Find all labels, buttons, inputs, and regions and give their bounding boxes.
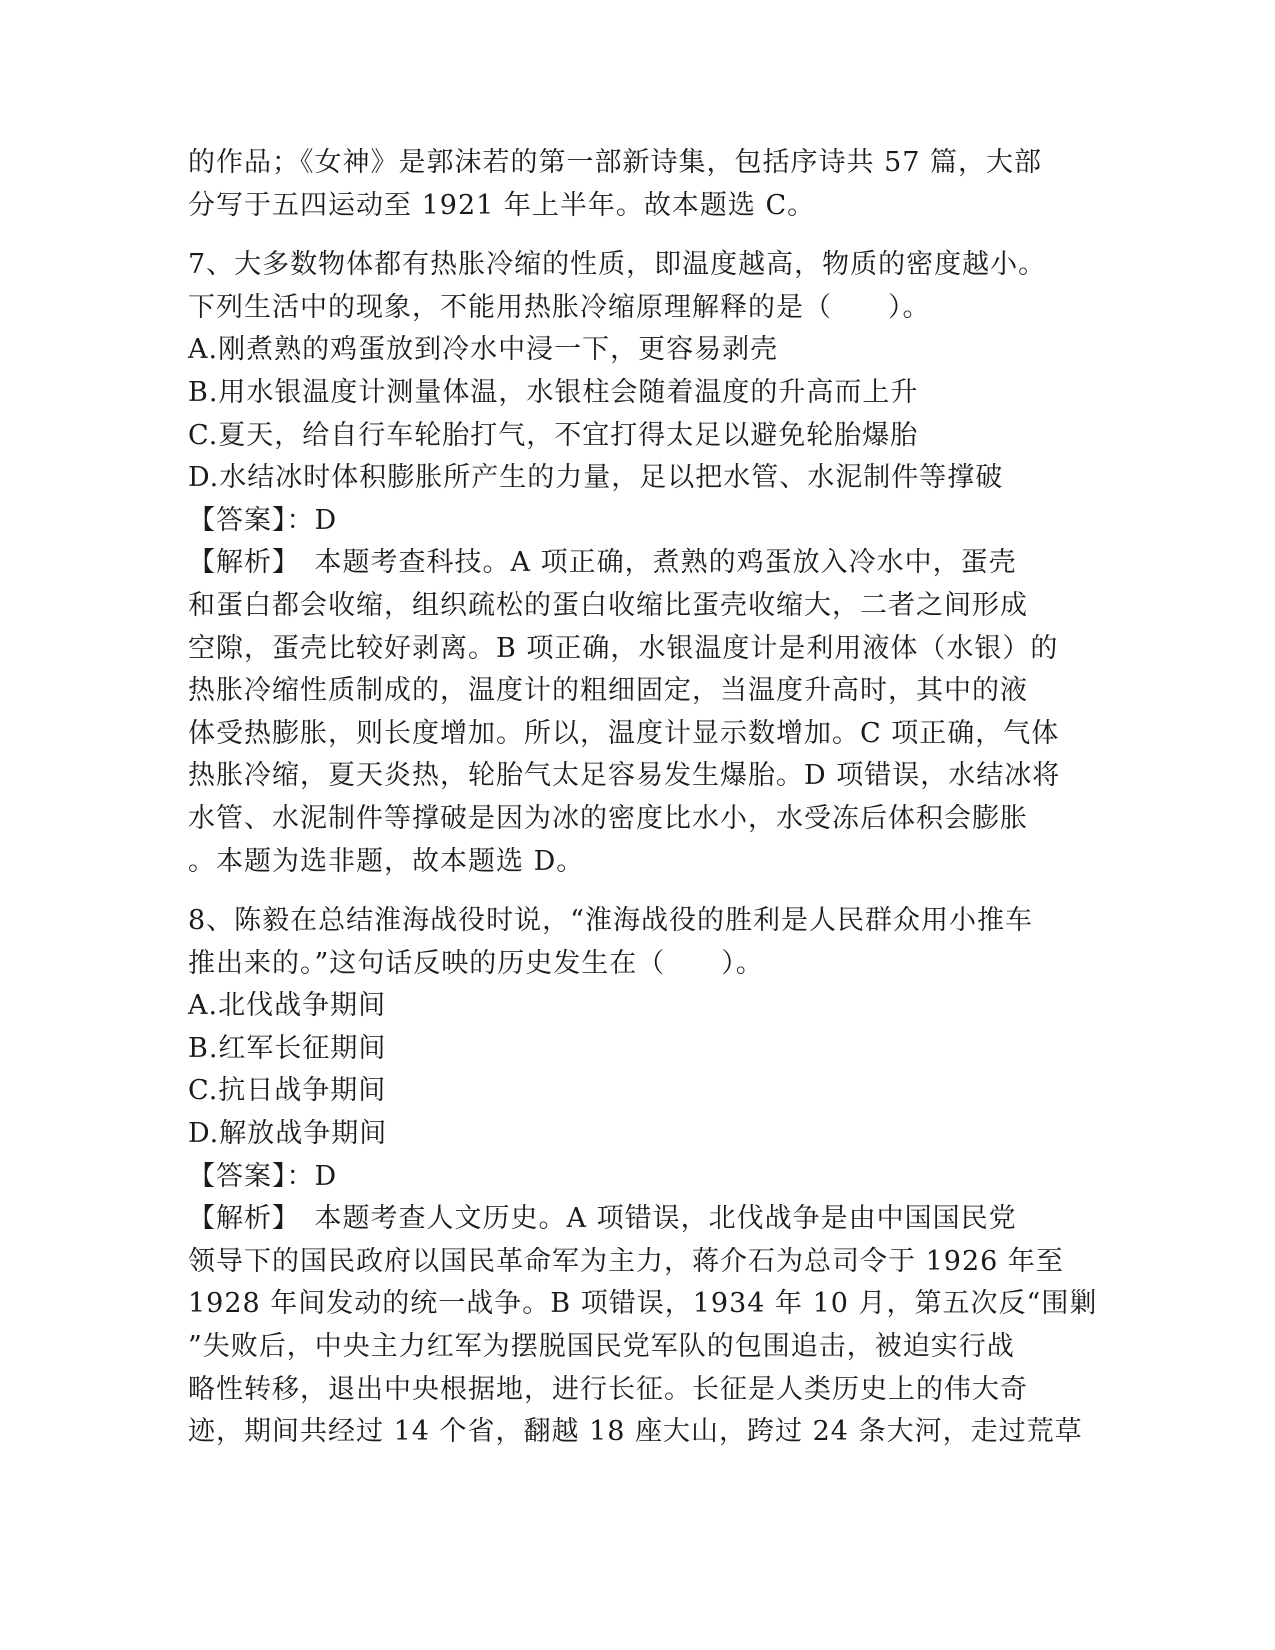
option-d: D.水结冰时体积膨胀所产生的力量，足以把水管、水泥制件等撑破 [188, 462, 1004, 494]
analysis-line: 热胀冷缩，夏天炎热，轮胎气太足容易发生爆胎。D 项错误，水结冰将 [188, 760, 1061, 792]
analysis-line: 【解析】 本题考查科技。A 项正确，煮熟的鸡蛋放入冷水中，蛋壳 [188, 547, 1017, 579]
option-d: D.解放战争期间 [188, 1118, 388, 1150]
question-8 [188, 900, 1098, 1454]
analysis-line: 。本题为选非题，故本题选 D。 [188, 845, 585, 877]
text-line: 分写于五四运动至 1921 年上半年。故本题选 C。 [188, 189, 816, 221]
answer-line: 【答案】：D [188, 504, 338, 536]
option-a: A.北伐战争期间 [188, 990, 387, 1022]
analysis-line: ”失败后，中央主力红军为摆脱国民党军队的包围追击，被迫实行战 [188, 1331, 1015, 1363]
question-stem-line: 8、陈毅在总结淮海战役时说，“淮海战役的胜利是人民群众用小推车 [188, 905, 1033, 937]
intro-paragraph [188, 142, 1078, 227]
option-c: C.夏天，给自行车轮胎打气，不宜打得太足以避免轮胎爆胎 [188, 419, 919, 451]
analysis-line: 1928 年间发动的统一战争。B 项错误，1934 年 10 月，第五次反“围剿 [188, 1288, 1098, 1320]
analysis-line: 迹，期间共经过 14 个省，翻越 18 座大山，跨过 24 条大河，走过荒草 [188, 1416, 1083, 1448]
document-page [188, 142, 1098, 1454]
option-c: C.抗日战争期间 [188, 1075, 387, 1107]
analysis-line: 空隙，蛋壳比较好剥离。B 项正确，水银温度计是利用液体（水银）的 [188, 632, 1059, 664]
question-stem-line: 推出来的。”这句话反映的历史发生在（ ）。 [188, 947, 764, 979]
question-stem-line: 下列生活中的现象，不能用热胀冷缩原理解释的是（ ）。 [188, 291, 931, 323]
analysis-line: 水管、水泥制件等撑破是因为冰的密度比水小，水受冻后体积会膨胀 [188, 802, 1028, 834]
analysis-line: 【解析】 本题考查人文历史。A 项错误，北伐战争是由中国国民党 [188, 1203, 1017, 1235]
text-line: 的作品；《女神》是郭沫若的第一部新诗集，包括序诗共 57 篇，大部 [188, 147, 1043, 178]
question-7 [188, 244, 1078, 883]
question-stem-line: 7、大多数物体都有热胀冷缩的性质，即温度越高，物质的密度越小。 [188, 249, 1047, 281]
analysis-line: 和蛋白都会收缩，组织疏松的蛋白收缩比蛋壳收缩大，二者之间形成 [188, 589, 1028, 621]
analysis-line: 略性转移，退出中央根据地，进行长征。长征是人类历史上的伟大奇 [188, 1373, 1028, 1405]
option-b: B.红军长征期间 [188, 1032, 387, 1064]
option-a: A.刚煮熟的鸡蛋放到冷水中浸一下，更容易剥壳 [188, 334, 779, 366]
analysis-line: 领导下的国民政府以国民革命军为主力，蒋介石为总司令于 1926 年至 [188, 1245, 1064, 1277]
analysis-line: 热胀冷缩性质制成的，温度计的粗细固定，当温度升高时，其中的液 [188, 675, 1028, 707]
answer-line: 【答案】：D [188, 1160, 338, 1192]
analysis-line: 体受热膨胀，则长度增加。所以，温度计显示数增加。C 项正确，气体 [188, 717, 1060, 749]
option-b: B.用水银温度计测量体温，水银柱会随着温度的升高而上升 [188, 376, 919, 408]
